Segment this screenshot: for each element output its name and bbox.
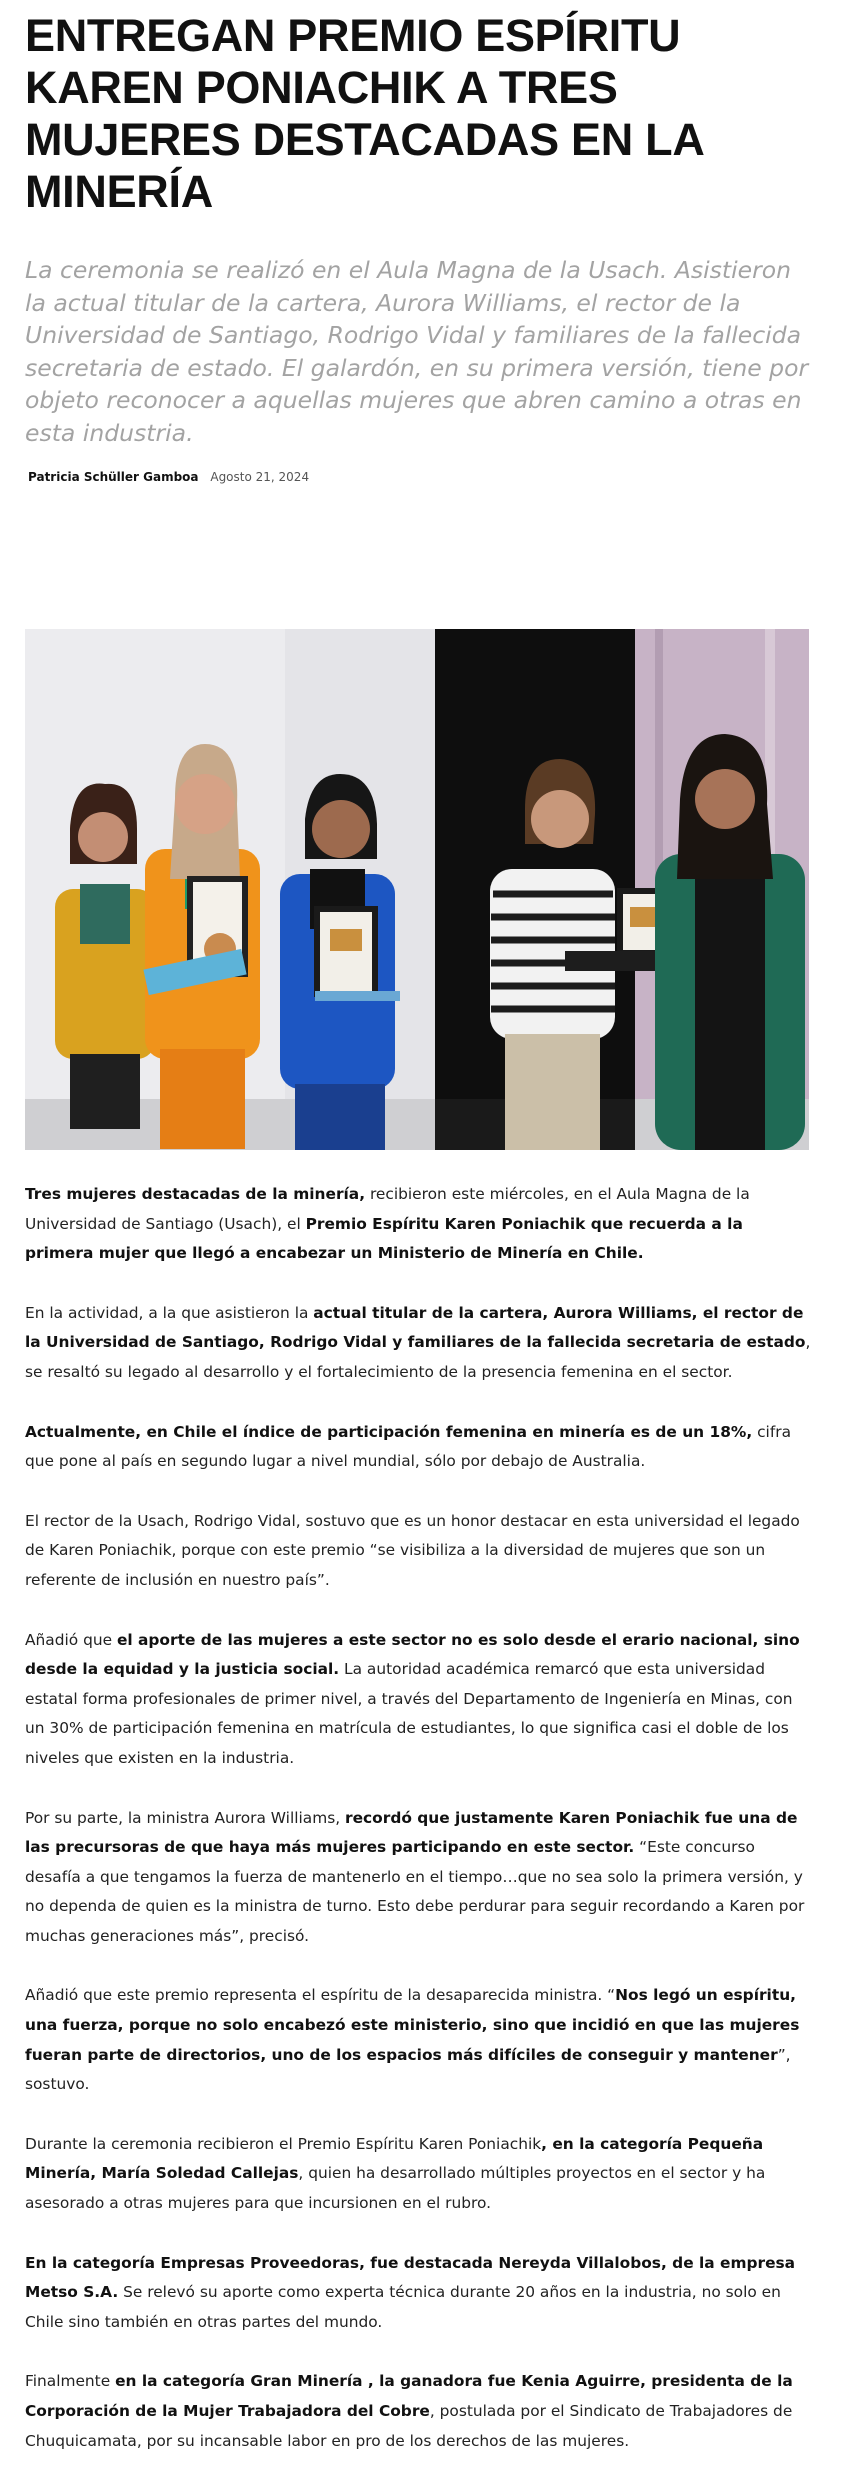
bold-text: actual titular de la cartera, Aurora Williams, el rector de la Universidad de Santiago, Rodrigo Vidal y familiares de la fallecida secretaria de estado [25,1303,806,1352]
article-paragraph [25,1626,815,1774]
body-text: En la actividad, a la que asistieron la [25,1303,314,1322]
body-text: Por su parte, la ministra Aurora Williams, [25,1808,346,1827]
article-title: ENTREGAN PREMIO ESPÍRITU KAREN PONIACHIK A TRES MUJERES DESTACADAS EN LA MINERÍA [25,10,703,217]
body-text: Se relevó su aporte como experta técnica durante 20 años en la industria, no solo en Chile sino también en otras partes del mundo. [25,2283,781,2331]
article-body [25,1180,815,2486]
article-paragraph [25,1418,815,1477]
bold-text: Tres mujeres destacadas de la minería, [25,1185,366,1203]
article-paragraph [25,2249,815,2338]
article-paragraph [25,1180,815,1269]
award-ceremony-photo [25,629,809,1150]
ceremony-photo-illustration [25,629,809,1150]
article-paragraph [25,2130,815,2219]
bold-text: Actualmente, en Chile el índice de participación femenina en minería es de un 18%, [25,1422,753,1441]
body-text: recibieron este miércoles, en el Aula Magna de la Universidad de Santiago (Usach), el [25,1185,750,1233]
article-paragraph [25,1299,815,1388]
bold-text: el aporte de las mujeres a este sector no es solo desde el erario nacional, sino desde la equidad y la justicia social. [25,1630,800,1679]
bold-text: En la categoría Empresas Proveedoras, fue destacada Nereyda Villalobos, de la empresa Metso S.A. [25,2253,796,2302]
article-paragraph [25,1507,815,1596]
body-text: , postulada por el Sindicato de Trabajadores de Chuquicamata, por su incansable labor en pro de los derechos de las mujeres. [25,2402,793,2450]
article-subtitle: La ceremonia se realizó en el Aula Magna de la Usach. Asistieron la actual titular de la cartera, Aurora Williams, el rector de la Universidad de Santiago, Rodrigo Vidal y familiares de la fallecida secretaria de estado. El galardón, en su primera versión, tiene por objeto reconocer a aquellas mujeres que abren camino a otras en esta industria. [25,256,809,447]
body-text: Finalmente [25,2372,116,2391]
article-paragraph [25,1804,815,1952]
body-text: El rector de la Usach, Rodrigo Vidal, sostuvo que es un honor destacar en esta universidad el legado de Karen Poniachik, porque con este premio “se visibiliza a la diversidad de mujeres que son un referente de inclusión en nuestro país”. [25,1511,800,1589]
author-link[interactable]: Patricia Schüller Gamboa [28,470,199,484]
body-text: La autoridad académica remarcó que esta universidad estatal forma profesionales de primer nivel, a través del Departamento de Ingeniería en Minas, con un 30% de participación femenina en matrícula de estudiantes, lo que significa casi el doble de los niveles que existen en la industria. [25,1660,793,1767]
body-text: , se resaltó su legado al desarrollo y el fortalecimiento de la presencia femenina en el sector. [25,1333,811,1381]
body-text: “Este concurso desafía a que tengamos la fuerza de mantenerlo en el tiempo…que no sea solo la primera versión, y no dependa de quien es la ministra de turno. Esto debe perdurar para seguir recordando a Karen por muchas generaciones más”, precisó. [25,1838,805,1945]
body-text: cifra que pone al país en segundo lugar a nivel mundial, sólo por debajo de Australia. [25,1422,791,1471]
body-text: Añadió que este premio representa el espíritu de la desaparecida ministra. “ [25,1986,616,2005]
article-paragraph [25,2367,815,2456]
body-text: ”, sostuvo. [25,2045,791,2094]
bold-text: Nos legó un espíritu, una fuerza, porque no solo encabezó este ministerio, sino que incidió en que las mujeres fueran parte de directorios, uno de los espacios más difíciles de conseguir y mantener [25,1986,800,2064]
body-text: Durante la ceremonia recibieron el Premio Espíritu Karen Poniachik [25,2134,542,2153]
article-meta [28,470,309,484]
bold-text: Premio Espíritu Karen Poniachik que recuerda a la primera mujer que llegó a encabezar un Ministerio de Minería en Chile. [25,1214,743,1263]
publish-date: Agosto 21, 2024 [210,470,310,484]
body-text: , quien ha desarrollado múltiples proyectos en el sector y ha asesorado a otras mujeres para que incursionen en el rubro. [25,2164,766,2213]
body-text: Añadió que [25,1630,117,1649]
bold-text: , en la categoría Pequeña Minería, María Soledad Callejas [25,2134,764,2183]
bold-text: en la categoría Gran Minería , la ganadora fue Kenia Aguirre, presidenta de la Corporación de la Mujer Trabajadora del Cobre [25,2372,793,2420]
bold-text: recordó que justamente Karen Poniachik fue una de las precursoras de que haya más mujeres participando en este sector. [25,1808,798,1857]
article-paragraph [25,1981,815,2099]
